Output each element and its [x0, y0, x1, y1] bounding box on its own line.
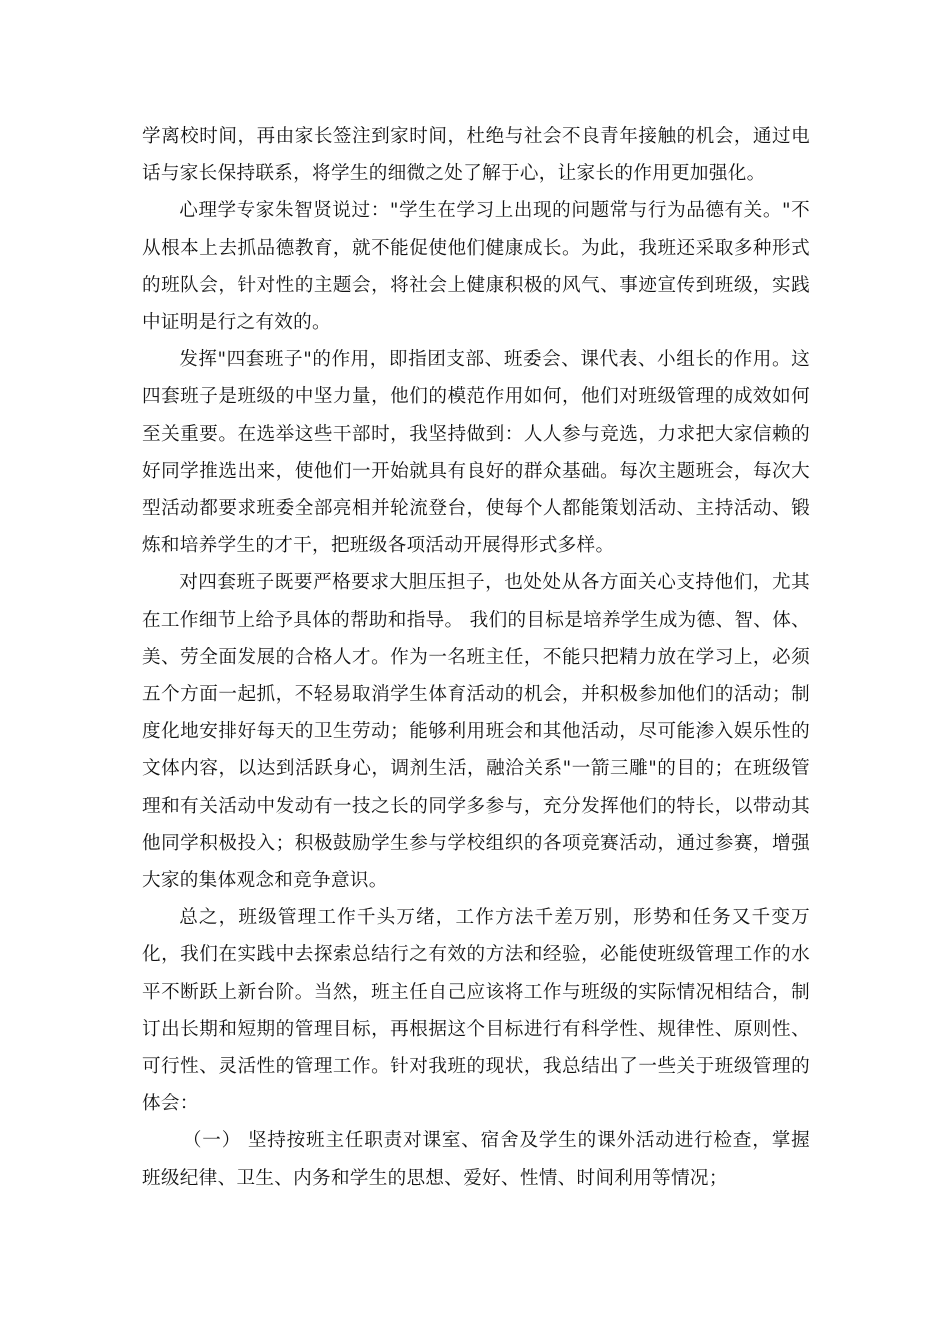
paragraph-3: 发挥"四套班子"的作用，即指团支部、班委会、课代表、小组长的作用。这四套班子是班级的中坚力量，他们的模范作用如何，他们对班级管理的成效如何至关重要。在选举这些干部时，我坚持做到：人人参与竞选，力求把大家信赖的好同学推选出来，使他们一开始就具有良好的群众基础。每次主题班会，每次大型活动都要求班委全部亮相并轮流登台，使每个人都能策划活动、主持活动、锻炼和培养学生的才干，把班级各项活动开展得形式多样。 [142, 349, 810, 557]
paragraph-6: （一） 坚持按班主任职责对课室、宿舍及学生的课外活动进行检查，掌握班级纪律、卫生、内务和学生的思想、爱好、性情、时间利用等情况； [142, 1130, 810, 1189]
paragraph-4: 对四套班子既要严格要求大胆压担子，也处处从各方面关心支持他们，尤其在工作细节上给予具体的帮助和指导。 我们的目标是培养学生成为德、智、体、美、劳全面发展的合格人才。作为一名班主任，不能只把精力放在学习上，必须五个方面一起抓，不轻易取消学生体育活动的机会，并积极参加他们的活动；制度化地安排好每天的卫生劳动；能够利用班会和其他活动，尽可能渗入娱乐性的文体内容，以达到活跃身心，调剂生活，融洽关系"一箭三雕"的目的；在班级管理和有关活动中发动有一技之长的同学多参与，充分发挥他们的特长，以带动其他同学积极投入；积极鼓励学生参与学校组织的各项竞赛活动，通过参赛，增强大家的集体观念和竞争意识。 [142, 572, 810, 892]
paragraph-2: 心理学专家朱智贤说过："学生在学习上出现的问题常与行为品德有关。"不从根本上去抓品德教育，就不能促使他们健康成长。为此，我班还采取多种形式的班队会，针对性的主题会，将社会上健康积极的风气、事迹宣传到班级，实践中证明是行之有效的。 [142, 200, 810, 334]
paragraph-1: 学离校时间，再由家长签注到家时间，杜绝与社会不良青年接触的机会，通过电话与家长保持联系，将学生的细微之处了解于心，让家长的作用更加强化。 [142, 126, 810, 185]
paragraph-5: 总之，班级管理工作千头万绪，工作方法千差万别，形势和任务又千变万化，我们在实践中去探索总结行之有效的方法和经验，必能使班级管理工作的水平不断跃上新台阶。当然，班主任自己应该将工作与班级的实际情况相结合，制订出长期和短期的管理目标，再根据这个目标进行有科学性、规律性、原则性、可行性、灵活性的管理工作。针对我班的现状，我总结出了一些关于班级管理的体会： [142, 907, 810, 1115]
document-page [142, 118, 810, 1197]
